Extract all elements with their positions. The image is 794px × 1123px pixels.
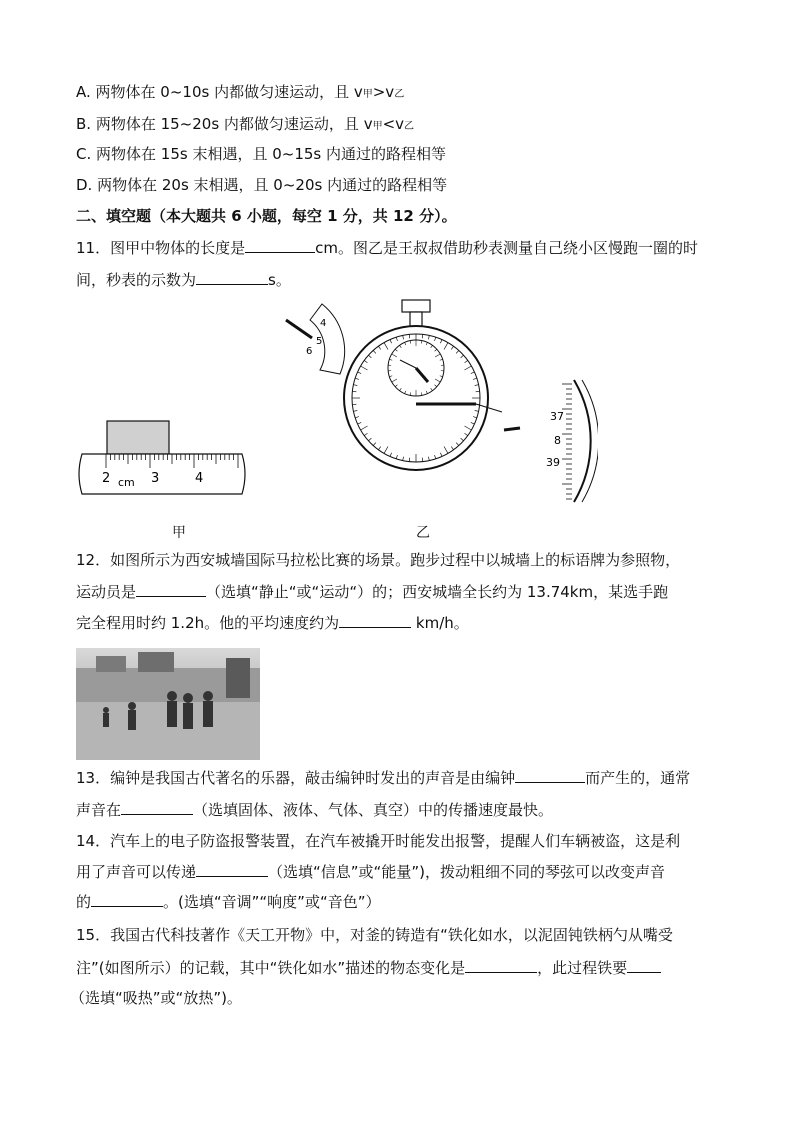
option-a-mid: >v [372,83,395,101]
right-scale-37: 37 [550,410,564,423]
left-pointer [286,320,312,338]
q13-line2 [76,800,553,820]
q11-line2 [76,270,291,290]
q12-text-c: 完全程用时约 1.2h。他的平均速度约为 [76,614,340,632]
option-b-text: B. 两物体在 15~20s 内都做匀速运动，且 v [76,115,373,133]
figure-jia-label: 甲 [172,525,186,541]
q12-text-b: （选填“静止“或“运动“）的；西安城墙全长约为 13.74km，某选手跑 [206,583,669,601]
measured-block [107,421,169,454]
q13-line1 [76,768,690,788]
q11-blank1[interactable] [245,238,315,253]
option-a-sub2: 乙 [394,89,405,100]
q14-text-d: 。(选填“音调”“响度”或“音色”） [163,893,381,911]
option-c: C. 两物体在 15s 末相遇，且 0~15s 内通过的路程相等 [76,145,446,163]
q13-text-c: 声音在 [76,801,122,819]
stopwatch-crown [402,300,430,312]
q14-blank2[interactable] [91,892,163,907]
option-b-sub1: 甲 [372,121,383,132]
right-pointer [504,428,520,430]
q11-text-c: 间，秒表的示数为 [76,271,197,289]
q12-line2 [76,582,668,602]
q11-text-b: cm。图乙是王叔叔借助秒表测量自己绕小区慢跑一圈的时 [315,239,698,257]
q15-text-a: 注”(如图所示）的记载，其中“铁化如水”描述的物态变化是 [76,959,466,977]
q12-text-d: km/h。 [411,614,469,632]
q11-blank2[interactable] [196,270,268,285]
section-heading: 二、填空题（本大题共 6 小题，每空 1 分，共 12 分）。 [76,207,457,225]
q11-line1 [76,238,698,258]
option-a [76,82,404,105]
option-a-text: A. 两物体在 0~10s 内都做匀速运动，且 v [76,83,363,101]
q13-blank2[interactable] [121,800,193,815]
q12-text-a: 运动员是 [76,583,137,601]
ruler-label-2: 2 [102,471,111,486]
option-d: D. 两物体在 20s 末相遇，且 0~20s 内通过的路程相等 [76,176,448,194]
left-scale-5: 5 [316,336,323,347]
ruler-label-4: 4 [195,471,204,486]
q14-line3 [76,892,381,912]
ruler-label-3: 3 [151,471,160,486]
q15-line3: （选填“吸热”或“放热”)。 [70,989,242,1007]
q14-blank1[interactable] [196,862,268,877]
q11-text-a: 11．图甲中物体的长度是 [76,239,246,257]
option-b [76,114,414,137]
q14-text-b: （选填“信息”或“能量”)，拨动粗细不同的琴弦可以改变声音 [268,863,665,881]
q14-text-a: 用了声音可以传递 [76,863,197,881]
ruler-label-cm: cm [118,476,135,489]
left-scale-4: 4 [320,318,327,329]
q13-text-a: 13．编钟是我国古代著名的乐器，敲击编钟时发出的声音是由编钟 [76,769,516,787]
q12-line3 [76,613,469,633]
q13-text-d: （选填固体、液体、气体、真空）中的传播速度最快。 [193,801,554,819]
q12-blank1[interactable] [136,582,206,597]
right-scale-8: 8 [554,434,561,447]
q13-text-b: 而产生的，通常 [585,769,691,787]
option-b-sub2: 乙 [404,121,415,132]
q12-blank2[interactable] [339,613,411,628]
q15-blank2[interactable] [627,958,661,973]
stopwatch-figure [282,296,598,508]
q14-text-c: 的 [76,893,92,911]
figure-yi-label: 乙 [416,525,430,541]
q15-blank1[interactable] [465,958,537,973]
q13-blank1[interactable] [515,768,585,783]
q15-line2 [76,958,661,978]
right-scale-39: 39 [546,456,560,469]
left-scale-6: 6 [306,346,313,357]
q14-line1: 14．汽车上的电子防盗报警装置，在汽车被撬开时能发出报警，提醒人们车辆被盗，这是利 [76,832,681,850]
option-a-sub1: 甲 [362,89,373,100]
right-scale-arc [574,380,591,502]
ruler-figure [74,418,250,498]
q14-line2 [76,862,665,882]
q15-text-b: ，此过程铁要 [537,959,628,977]
marathon-photo [76,648,260,760]
q15-line1: 15．我国古代科技著作《天工开物》中，对釜的铸造有“铁化如水，以泥固钝铁柄勺从嘴受 [76,926,673,944]
q12-line1: 12．如图所示为西安城墙国际马拉松比赛的场景。跑步过程中以城墙上的标语牌为参照物， [76,551,681,569]
option-b-mid: <v [382,115,405,133]
stopwatch-stem [410,312,422,326]
q11-text-d: s。 [268,271,291,289]
